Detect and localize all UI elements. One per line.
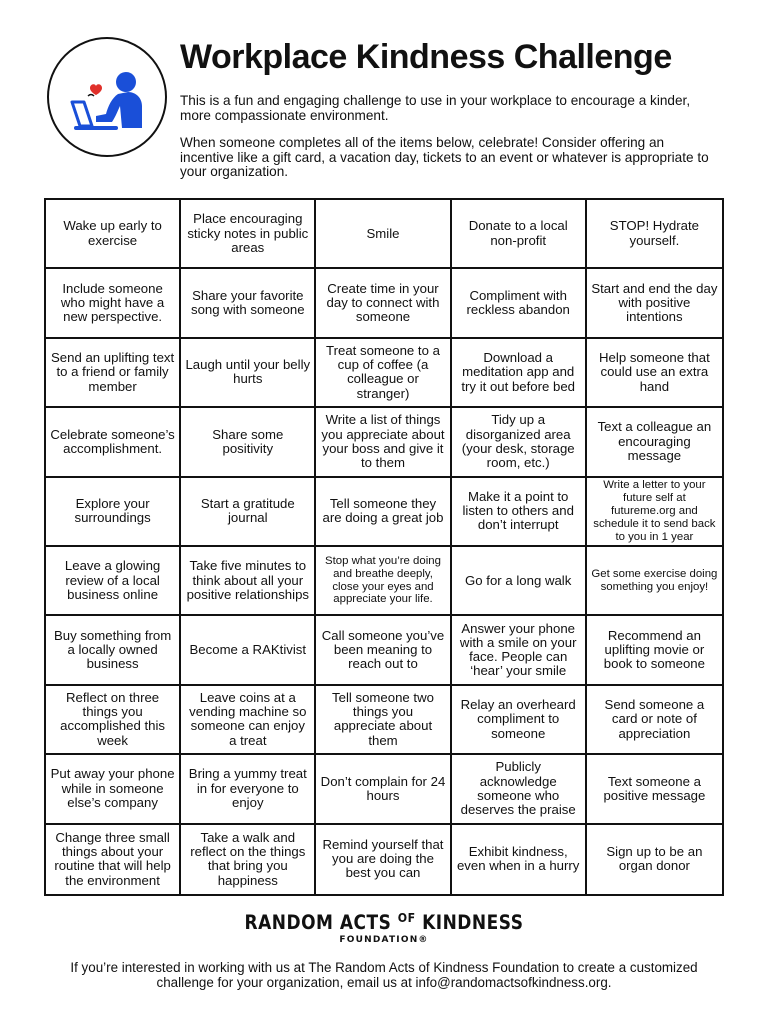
challenge-cell: Wake up early to exercise (46, 200, 181, 269)
page-title: Workplace Kindness Challenge (180, 38, 672, 76)
challenge-cell: Sign up to be an organ donor (606, 844, 703, 874)
foundation-logo (0, 912, 768, 945)
challenge-cell: STOP! Hydrate yourself. (587, 200, 722, 269)
challenge-cell: Text a colleague an encouraging message (587, 408, 722, 477)
challenge-cell: Place encouraging sticky notes in public areas (181, 200, 316, 269)
challenge-cell: Send someone a card or note of appreciation (587, 686, 722, 755)
challenge-cell: Send an uplifting text to a friend or family member (46, 339, 181, 408)
challenge-cell: Share your favorite song with someone (181, 269, 316, 338)
challenge-cell: Create time in your day to connect with someone (316, 269, 451, 338)
challenge-cell: Start and end the day with positive intentions (587, 269, 722, 338)
challenge-cell: Share some positivity (181, 408, 316, 477)
challenge-cell: Reflect on three things you accomplished this week (46, 686, 181, 755)
intro-paragraph: This is a fun and engaging challenge to use in your workplace to encourage a kinder, more compassionate environment. (180, 93, 691, 123)
challenge-cell: Donate to a local non-profit (452, 200, 587, 269)
challenge-cell: Take a walk and reflect on the things that bring you happiness (181, 825, 316, 894)
foundation-logo-name: RANDOM ACTS $^{OF}$ KINDNESS (244, 910, 524, 935)
challenge-cell: Leave coins at a vending machine so someone can enjoy a treat (181, 686, 316, 755)
challenge-cell: Go for a long walk (452, 547, 587, 616)
person-at-laptop-with-heart-icon (46, 36, 168, 158)
challenge-cell: Treat someone to a cup of coffee (a colleague or stranger) (316, 339, 451, 408)
challenge-cell: Explore your surroundings (46, 478, 181, 547)
challenge-cell: Tell someone two things you appreciate about them (316, 686, 451, 755)
challenge-cell: Laugh until your belly hurts (181, 339, 316, 408)
footer-contact-text: If you’re interested in working with us at The Random Acts of Kindness Foundation to create a customized challenge for your organization, email us at info@randomactsofkindness.org. (70, 960, 698, 990)
challenge-cell: Get some exercise doing something you enjoy! (587, 547, 722, 616)
challenge-cell: Change three small things about your routine that will help the environment (46, 825, 181, 894)
challenge-cell: Stop what you’re doing and breathe deeply, close your eyes and appreciate your life. (316, 547, 451, 616)
challenge-cell: Don’t complain for 24 hours (316, 755, 451, 824)
challenge-cell: Text someone a positive message (587, 755, 722, 824)
challenge-cell: Leave a glowing review of a local business online (46, 547, 181, 616)
challenge-cell: Call someone you’ve been meaning to reach out to (316, 616, 451, 685)
challenge-cell: Tell someone they are doing a great job (316, 478, 451, 547)
incentive-paragraph: When someone completes all of the items below, celebrate! Consider offering an incentive like a gift card, a vacation day, tickets to an event or whatever is appropriate to your organization. (180, 135, 709, 179)
challenge-cell: Make it a point to listen to others and don’t interrupt (452, 478, 587, 547)
challenge-cell: Include someone who might have a new perspective. (46, 269, 181, 338)
challenge-cell: Take five minutes to think about all your positive relationships (181, 547, 316, 616)
challenge-cell: Smile (316, 200, 451, 269)
challenge-cell: Relay an overheard compliment to someone (452, 686, 587, 755)
challenge-cell: Download a meditation app and try it out before bed (452, 339, 587, 408)
challenge-cell: Tidy up a disorganized area (your desk, storage room, etc.) (452, 408, 587, 477)
challenge-cell: Answer your phone with a smile on your face. People can ‘hear’ your smile (452, 616, 587, 685)
challenge-cell: Buy something from a locally owned business (46, 616, 181, 685)
challenge-cell: Celebrate someone’s accomplishment. (46, 408, 181, 477)
challenge-cell: Compliment with reckless abandon (452, 269, 587, 338)
challenge-grid (44, 198, 724, 896)
challenge-cell: Help someone that could use an extra hand (587, 339, 722, 408)
challenge-cell: Put away your phone while in someone else’s company (46, 755, 181, 824)
challenge-cell: Exhibit kindness, even when in a hurry (452, 825, 587, 894)
challenge-cell: Recommend an uplifting movie or book to someone (587, 616, 722, 685)
challenge-cell: Remind yourself that you are doing the best you can (316, 825, 451, 894)
challenge-cell: Publicly acknowledge someone who deserves the praise (452, 755, 587, 824)
challenge-cell: Write a letter to your future self at futureme.org and schedule it to send back to you in 1 year (587, 478, 722, 547)
foundation-logo-subtitle: FOUNDATION® (339, 935, 429, 945)
challenge-cell: Become a RAKtivist (181, 616, 316, 685)
challenge-cell: Bring a yummy treat in for everyone to enjoy (181, 755, 316, 824)
challenge-cell: Start a gratitude journal (181, 478, 316, 547)
challenge-cell: Write a list of things you appreciate about your boss and give it to them (316, 408, 451, 477)
